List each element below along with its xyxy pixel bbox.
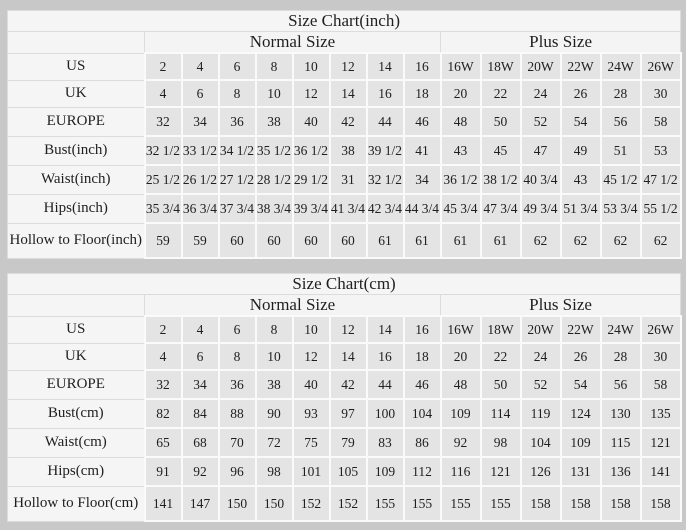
size-value-cell: 61 (481, 223, 521, 258)
size-value-cell: 36 1/2 (293, 136, 330, 165)
size-value-cell: 41 (404, 136, 441, 165)
size-value-cell: 109 (367, 457, 404, 486)
size-value-cell: 40 3/4 (521, 165, 561, 194)
size-value-cell: 130 (601, 399, 641, 428)
group-header-plus: Plus Size (441, 32, 681, 54)
size-value-cell: 49 3/4 (521, 194, 561, 223)
size-value-cell: 41 3/4 (330, 194, 367, 223)
size-value-cell: 38 3/4 (256, 194, 293, 223)
size-value-cell: 48 (441, 107, 481, 136)
size-value-cell: 75 (293, 428, 330, 457)
row-label: Waist(cm) (8, 428, 145, 457)
table-row (8, 80, 681, 107)
size-value-cell: 46 (404, 370, 441, 399)
size-value-cell: 115 (601, 428, 641, 457)
row-label: EUROPE (8, 107, 145, 136)
size-value-cell: 60 (330, 223, 367, 258)
table-title-row (8, 274, 681, 295)
row-label: Bust(inch) (8, 136, 145, 165)
size-value-cell: 53 3/4 (601, 194, 641, 223)
size-value-cell: 97 (330, 399, 367, 428)
size-value-cell: 158 (641, 486, 681, 521)
size-value-cell: 158 (521, 486, 561, 521)
size-value-cell: 91 (145, 457, 182, 486)
size-value-cell: 14 (330, 80, 367, 107)
row-label: Hips(inch) (8, 194, 145, 223)
table-row (8, 370, 681, 399)
size-value-cell: 31 (330, 165, 367, 194)
table-row (8, 107, 681, 136)
size-value-cell: 44 3/4 (404, 194, 441, 223)
size-value-cell: 131 (561, 457, 601, 486)
size-value-cell: 10 (293, 53, 330, 80)
size-value-cell: 54 (561, 370, 601, 399)
table-row (8, 399, 681, 428)
size-value-cell: 6 (219, 53, 256, 80)
table-row (8, 486, 681, 521)
size-value-cell: 48 (441, 370, 481, 399)
size-chart-table-cm (7, 273, 682, 522)
size-value-cell: 32 1/2 (145, 136, 182, 165)
size-value-cell: 12 (330, 316, 367, 343)
size-value-cell: 96 (219, 457, 256, 486)
row-label: Waist(inch) (8, 165, 145, 194)
size-value-cell: 47 3/4 (481, 194, 521, 223)
size-value-cell: 26 (561, 80, 601, 107)
size-value-cell: 45 1/2 (601, 165, 641, 194)
size-value-cell: 70 (219, 428, 256, 457)
size-value-cell: 158 (561, 486, 601, 521)
group-header-row (8, 32, 681, 54)
row-label: Hollow to Floor(cm) (8, 486, 145, 521)
size-value-cell: 88 (219, 399, 256, 428)
table-row (8, 223, 681, 258)
size-value-cell: 92 (182, 457, 219, 486)
size-value-cell: 8 (256, 316, 293, 343)
size-value-cell: 58 (641, 370, 681, 399)
size-value-cell: 28 (601, 80, 641, 107)
size-value-cell: 18W (481, 53, 521, 80)
size-value-cell: 84 (182, 399, 219, 428)
size-value-cell: 150 (256, 486, 293, 521)
size-value-cell: 10 (256, 80, 293, 107)
size-value-cell: 24W (601, 53, 641, 80)
size-value-cell: 26 (561, 343, 601, 370)
size-value-cell: 62 (521, 223, 561, 258)
size-value-cell: 109 (561, 428, 601, 457)
size-value-cell: 45 3/4 (441, 194, 481, 223)
size-value-cell: 82 (145, 399, 182, 428)
size-value-cell: 61 (367, 223, 404, 258)
size-value-cell: 30 (641, 343, 681, 370)
size-value-cell: 22W (561, 53, 601, 80)
size-value-cell: 26W (641, 53, 681, 80)
size-value-cell: 20W (521, 316, 561, 343)
size-value-cell: 14 (367, 316, 404, 343)
table-row (8, 428, 681, 457)
size-value-cell: 4 (182, 316, 219, 343)
size-value-cell: 47 1/2 (641, 165, 681, 194)
size-value-cell: 22 (481, 343, 521, 370)
size-value-cell: 93 (293, 399, 330, 428)
size-value-cell: 36 1/2 (441, 165, 481, 194)
size-value-cell: 28 1/2 (256, 165, 293, 194)
size-value-cell: 4 (145, 80, 182, 107)
size-value-cell: 47 (521, 136, 561, 165)
size-value-cell: 32 1/2 (367, 165, 404, 194)
size-value-cell: 60 (219, 223, 256, 258)
size-value-cell: 90 (256, 399, 293, 428)
row-label: UK (8, 343, 145, 370)
size-value-cell: 10 (293, 316, 330, 343)
group-header-normal: Normal Size (145, 32, 441, 54)
size-value-cell: 42 (330, 370, 367, 399)
size-value-cell: 8 (219, 343, 256, 370)
table-row (8, 53, 681, 80)
size-value-cell: 152 (293, 486, 330, 521)
size-value-cell: 4 (182, 53, 219, 80)
size-value-cell: 121 (641, 428, 681, 457)
size-value-cell: 152 (330, 486, 367, 521)
size-value-cell: 155 (481, 486, 521, 521)
size-value-cell: 56 (601, 370, 641, 399)
table-row (8, 194, 681, 223)
size-value-cell: 29 1/2 (293, 165, 330, 194)
table-row (8, 316, 681, 343)
row-label: EUROPE (8, 370, 145, 399)
size-value-cell: 26W (641, 316, 681, 343)
size-value-cell: 40 (293, 370, 330, 399)
size-value-cell: 42 3/4 (367, 194, 404, 223)
size-value-cell: 105 (330, 457, 367, 486)
size-value-cell: 30 (641, 80, 681, 107)
size-value-cell: 61 (441, 223, 481, 258)
size-value-cell: 65 (145, 428, 182, 457)
corner-cell (8, 32, 145, 54)
size-value-cell: 101 (293, 457, 330, 486)
size-value-cell: 14 (330, 343, 367, 370)
size-value-cell: 155 (367, 486, 404, 521)
size-value-cell: 147 (182, 486, 219, 521)
table-row (8, 136, 681, 165)
row-label: Bust(cm) (8, 399, 145, 428)
size-value-cell: 2 (145, 53, 182, 80)
size-value-cell: 16W (441, 53, 481, 80)
size-value-cell: 62 (641, 223, 681, 258)
size-value-cell: 39 1/2 (367, 136, 404, 165)
size-value-cell: 45 (481, 136, 521, 165)
size-value-cell: 55 1/2 (641, 194, 681, 223)
size-value-cell: 155 (404, 486, 441, 521)
size-value-cell: 35 3/4 (145, 194, 182, 223)
size-value-cell: 68 (182, 428, 219, 457)
size-value-cell: 46 (404, 107, 441, 136)
size-value-cell: 141 (641, 457, 681, 486)
size-value-cell: 12 (293, 80, 330, 107)
size-value-cell: 2 (145, 316, 182, 343)
size-value-cell: 34 (404, 165, 441, 194)
size-value-cell: 38 (256, 370, 293, 399)
size-value-cell: 158 (601, 486, 641, 521)
size-value-cell: 124 (561, 399, 601, 428)
size-value-cell: 28 (601, 343, 641, 370)
size-value-cell: 16 (367, 80, 404, 107)
size-value-cell: 22 (481, 80, 521, 107)
size-value-cell: 121 (481, 457, 521, 486)
size-value-cell: 50 (481, 107, 521, 136)
size-value-cell: 51 3/4 (561, 194, 601, 223)
size-value-cell: 116 (441, 457, 481, 486)
table-row (8, 343, 681, 370)
size-value-cell: 6 (182, 343, 219, 370)
row-label: Hollow to Floor(inch) (8, 223, 145, 258)
size-value-cell: 14 (367, 53, 404, 80)
size-value-cell: 25 1/2 (145, 165, 182, 194)
size-value-cell: 79 (330, 428, 367, 457)
size-value-cell: 136 (601, 457, 641, 486)
size-value-cell: 61 (404, 223, 441, 258)
group-header-normal: Normal Size (145, 295, 441, 317)
size-value-cell: 114 (481, 399, 521, 428)
size-value-cell: 38 (330, 136, 367, 165)
size-value-cell: 59 (145, 223, 182, 258)
size-value-cell: 112 (404, 457, 441, 486)
table-row (8, 457, 681, 486)
size-value-cell: 35 1/2 (256, 136, 293, 165)
size-value-cell: 36 (219, 370, 256, 399)
chart-title: Size Chart(cm) (8, 274, 681, 295)
size-value-cell: 38 (256, 107, 293, 136)
size-value-cell: 20 (441, 80, 481, 107)
size-value-cell: 92 (441, 428, 481, 457)
chart-title: Size Chart(inch) (8, 11, 681, 32)
size-value-cell: 6 (219, 316, 256, 343)
size-value-cell: 32 (145, 107, 182, 136)
size-value-cell: 20W (521, 53, 561, 80)
size-value-cell: 150 (219, 486, 256, 521)
size-value-cell: 126 (521, 457, 561, 486)
size-value-cell: 52 (521, 107, 561, 136)
size-value-cell: 43 (561, 165, 601, 194)
size-value-cell: 6 (182, 80, 219, 107)
size-value-cell: 32 (145, 370, 182, 399)
size-value-cell: 37 3/4 (219, 194, 256, 223)
size-value-cell: 109 (441, 399, 481, 428)
group-header-plus: Plus Size (441, 295, 681, 317)
row-label: UK (8, 80, 145, 107)
size-value-cell: 20 (441, 343, 481, 370)
size-value-cell: 104 (521, 428, 561, 457)
size-value-cell: 34 (182, 107, 219, 136)
size-value-cell: 53 (641, 136, 681, 165)
size-value-cell: 60 (256, 223, 293, 258)
size-value-cell: 8 (256, 53, 293, 80)
size-value-cell: 52 (521, 370, 561, 399)
size-value-cell: 135 (641, 399, 681, 428)
size-value-cell: 44 (367, 370, 404, 399)
size-value-cell: 26 1/2 (182, 165, 219, 194)
size-value-cell: 40 (293, 107, 330, 136)
size-value-cell: 27 1/2 (219, 165, 256, 194)
size-value-cell: 24 (521, 80, 561, 107)
size-value-cell: 62 (601, 223, 641, 258)
corner-cell (8, 295, 145, 317)
size-value-cell: 56 (601, 107, 641, 136)
size-chart-table-inch (7, 10, 682, 259)
size-value-cell: 18 (404, 343, 441, 370)
size-value-cell: 33 1/2 (182, 136, 219, 165)
size-value-cell: 155 (441, 486, 481, 521)
size-value-cell: 39 3/4 (293, 194, 330, 223)
size-value-cell: 54 (561, 107, 601, 136)
size-value-cell: 18 (404, 80, 441, 107)
size-value-cell: 43 (441, 136, 481, 165)
size-value-cell: 34 1/2 (219, 136, 256, 165)
row-label: US (8, 316, 145, 343)
size-value-cell: 36 (219, 107, 256, 136)
size-value-cell: 141 (145, 486, 182, 521)
size-value-cell: 24 (521, 343, 561, 370)
size-value-cell: 100 (367, 399, 404, 428)
size-value-cell: 98 (481, 428, 521, 457)
size-value-cell: 12 (293, 343, 330, 370)
size-value-cell: 60 (293, 223, 330, 258)
size-value-cell: 18W (481, 316, 521, 343)
size-value-cell: 34 (182, 370, 219, 399)
size-value-cell: 4 (145, 343, 182, 370)
size-value-cell: 98 (256, 457, 293, 486)
size-value-cell: 86 (404, 428, 441, 457)
size-value-cell: 58 (641, 107, 681, 136)
size-value-cell: 12 (330, 53, 367, 80)
table-row (8, 165, 681, 194)
size-value-cell: 83 (367, 428, 404, 457)
size-value-cell: 10 (256, 343, 293, 370)
size-value-cell: 8 (219, 80, 256, 107)
size-value-cell: 16W (441, 316, 481, 343)
size-value-cell: 51 (601, 136, 641, 165)
row-label: Hips(cm) (8, 457, 145, 486)
row-label: US (8, 53, 145, 80)
group-header-row (8, 295, 681, 317)
size-value-cell: 16 (367, 343, 404, 370)
size-value-cell: 16 (404, 53, 441, 80)
size-value-cell: 49 (561, 136, 601, 165)
size-value-cell: 24W (601, 316, 641, 343)
table-title-row (8, 11, 681, 32)
size-value-cell: 36 3/4 (182, 194, 219, 223)
size-value-cell: 42 (330, 107, 367, 136)
size-value-cell: 104 (404, 399, 441, 428)
size-value-cell: 59 (182, 223, 219, 258)
size-value-cell: 62 (561, 223, 601, 258)
size-value-cell: 119 (521, 399, 561, 428)
size-value-cell: 38 1/2 (481, 165, 521, 194)
size-value-cell: 16 (404, 316, 441, 343)
size-value-cell: 44 (367, 107, 404, 136)
size-value-cell: 50 (481, 370, 521, 399)
size-value-cell: 22W (561, 316, 601, 343)
size-value-cell: 72 (256, 428, 293, 457)
